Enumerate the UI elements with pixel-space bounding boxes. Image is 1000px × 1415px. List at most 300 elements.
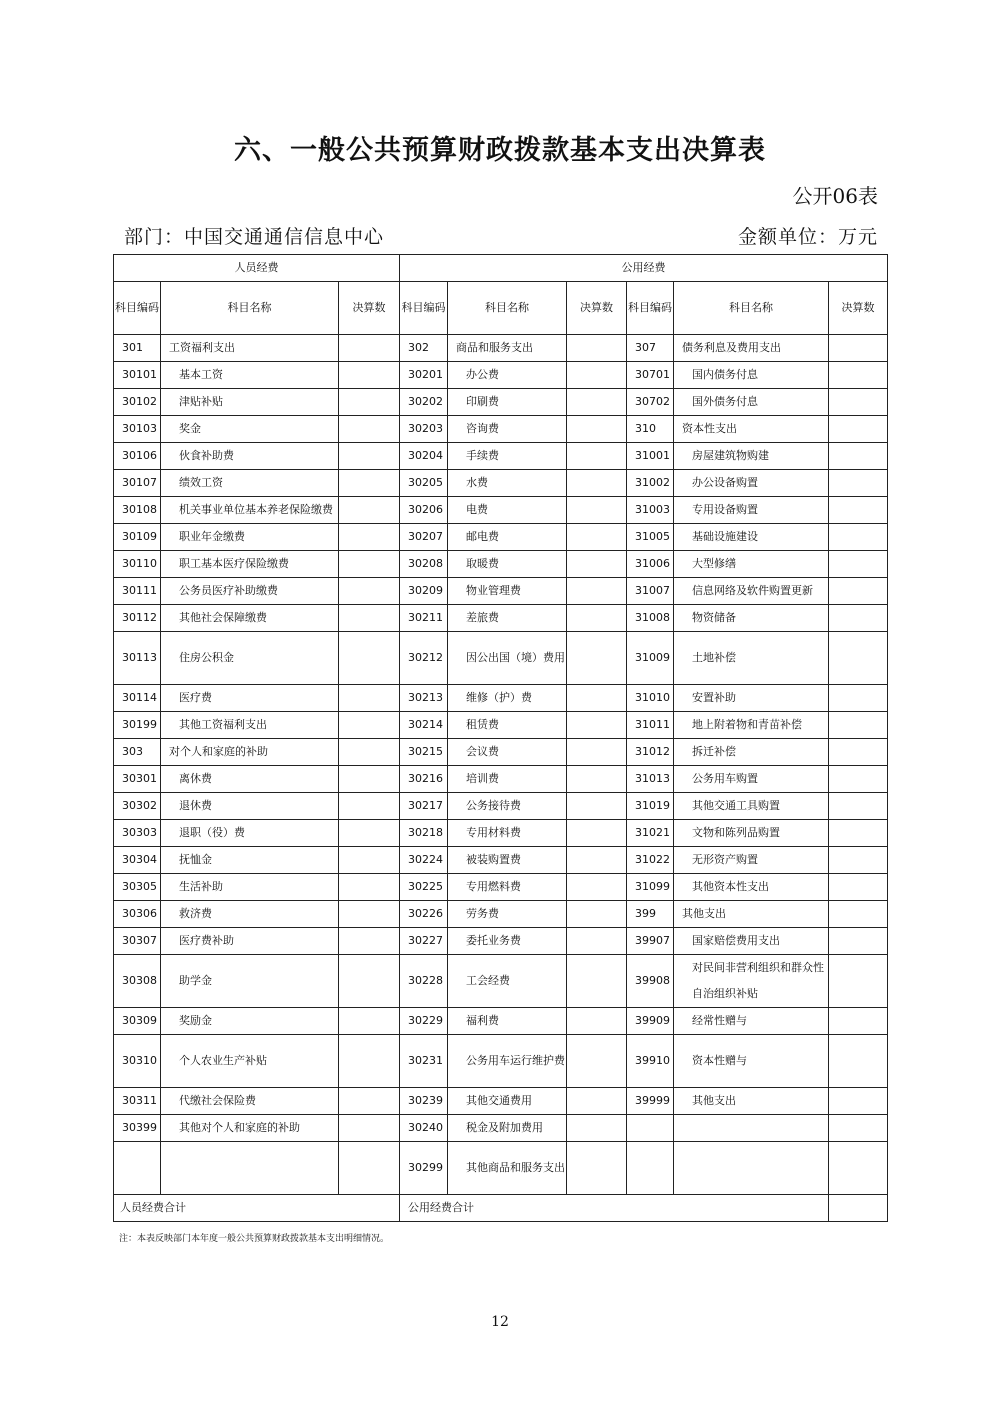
- code-cell: [627, 1142, 674, 1195]
- code-cell: 30206: [400, 497, 448, 524]
- amount-header: 决算数: [829, 282, 888, 335]
- amount-cell: [339, 874, 400, 901]
- code-cell: 30305: [114, 874, 161, 901]
- code-cell: 31007: [627, 578, 674, 605]
- code-cell: 30111: [114, 578, 161, 605]
- code-cell: 30310: [114, 1035, 161, 1088]
- name-cell: 奖励金: [161, 1008, 339, 1035]
- code-cell: 31009: [627, 632, 674, 685]
- table-row: [114, 389, 888, 416]
- code-cell: 30218: [400, 820, 448, 847]
- table-row: [114, 578, 888, 605]
- name-cell: 工资福利支出: [161, 335, 339, 362]
- name-cell: 咨询费: [448, 416, 567, 443]
- amount-cell: [339, 928, 400, 955]
- name-cell: 公务用车购置: [674, 766, 829, 793]
- table-row: [114, 1088, 888, 1115]
- code-cell: 39909: [627, 1008, 674, 1035]
- table-row: [114, 443, 888, 470]
- amount-cell: [339, 739, 400, 766]
- name-cell: 基本工资: [161, 362, 339, 389]
- code-cell: 39907: [627, 928, 674, 955]
- table-row: [114, 793, 888, 820]
- name-cell: 救济费: [161, 901, 339, 928]
- amount-cell: [567, 443, 627, 470]
- name-cell: 其他支出: [674, 1088, 829, 1115]
- amount-cell: [829, 524, 888, 551]
- amount-cell: [567, 470, 627, 497]
- name-cell: 代缴社会保险费: [161, 1088, 339, 1115]
- amount-cell: [567, 901, 627, 928]
- amount-cell: [567, 389, 627, 416]
- code-cell: 31001: [627, 443, 674, 470]
- name-cell: 差旅费: [448, 605, 567, 632]
- amount-cell: [339, 578, 400, 605]
- table-row: [114, 1008, 888, 1035]
- name-cell: 经常性赠与: [674, 1008, 829, 1035]
- code-cell: 31011: [627, 712, 674, 739]
- name-cell: 土地补偿: [674, 632, 829, 685]
- code-cell: 30213: [400, 685, 448, 712]
- amount-cell: [339, 1142, 400, 1195]
- table-row: [114, 874, 888, 901]
- code-cell: 39910: [627, 1035, 674, 1088]
- name-cell: 其他社会保障缴费: [161, 605, 339, 632]
- code-cell: 31022: [627, 847, 674, 874]
- amount-cell: [339, 497, 400, 524]
- amount-cell: [339, 1035, 400, 1088]
- name-cell: 大型修缮: [674, 551, 829, 578]
- name-cell: 电费: [448, 497, 567, 524]
- table-row: [114, 739, 888, 766]
- table-row: [114, 820, 888, 847]
- amount-cell: [829, 551, 888, 578]
- code-cell: 39999: [627, 1088, 674, 1115]
- name-cell: 其他资本性支出: [674, 874, 829, 901]
- code-cell: 30225: [400, 874, 448, 901]
- name-cell: 其他对个人和家庭的补助: [161, 1115, 339, 1142]
- amount-cell: [829, 632, 888, 685]
- code-header: 科目编码: [627, 282, 674, 335]
- code-cell: 31008: [627, 605, 674, 632]
- code-cell: 31002: [627, 470, 674, 497]
- code-cell: 30201: [400, 362, 448, 389]
- amount-cell: [567, 1088, 627, 1115]
- table-row: [114, 847, 888, 874]
- name-cell: 委托业务费: [448, 928, 567, 955]
- code-cell: 30217: [400, 793, 448, 820]
- table-row: [114, 1115, 888, 1142]
- code-cell: 30106: [114, 443, 161, 470]
- table-row: [114, 362, 888, 389]
- unit-label: 金额单位：万元: [737, 226, 878, 248]
- table-row: [114, 632, 888, 685]
- amount-cell: [829, 470, 888, 497]
- name-cell: 被装购置费: [448, 847, 567, 874]
- code-cell: 30702: [627, 389, 674, 416]
- amount-cell: [829, 874, 888, 901]
- code-cell: 303: [114, 739, 161, 766]
- page-title: 六、一般公共预算财政拨款基本支出决算表: [234, 135, 766, 166]
- name-cell: 抚恤金: [161, 847, 339, 874]
- name-cell: 因公出国（境）费用: [448, 632, 567, 685]
- name-cell: 国家赔偿费用支出: [674, 928, 829, 955]
- amount-cell: [829, 605, 888, 632]
- code-cell: 31013: [627, 766, 674, 793]
- amount-cell: [339, 362, 400, 389]
- name-cell: 资本性赠与: [674, 1035, 829, 1088]
- name-cell: 培训费: [448, 766, 567, 793]
- amount-cell: [567, 1008, 627, 1035]
- name-cell: 其他交通费用: [448, 1088, 567, 1115]
- table-row: [114, 470, 888, 497]
- public-header: 公用经费: [400, 255, 888, 282]
- name-cell: 助学金: [161, 955, 339, 1008]
- amount-cell: [829, 362, 888, 389]
- name-cell: 伙食补助费: [161, 443, 339, 470]
- amount-cell: [567, 685, 627, 712]
- amount-cell: [339, 1115, 400, 1142]
- amount-cell: [829, 1088, 888, 1115]
- name-cell: 会议费: [448, 739, 567, 766]
- table-row: [114, 955, 888, 1008]
- table-row: [114, 416, 888, 443]
- name-cell: 手续费: [448, 443, 567, 470]
- amount-cell: [339, 820, 400, 847]
- name-cell: 公务用车运行维护费: [448, 1035, 567, 1088]
- code-cell: 30307: [114, 928, 161, 955]
- table-note: 注：本表反映部门本年度一般公共预算财政拨款基本支出明细情况。: [119, 1234, 390, 1244]
- code-cell: 30228: [400, 955, 448, 1008]
- amount-cell: [339, 712, 400, 739]
- code-cell: 30229: [400, 1008, 448, 1035]
- amount-cell: [339, 766, 400, 793]
- amount-cell: [567, 605, 627, 632]
- amount-cell: [339, 632, 400, 685]
- table-row: [114, 1142, 888, 1195]
- code-header: 科目编码: [114, 282, 161, 335]
- name-cell: 取暖费: [448, 551, 567, 578]
- code-header: 科目编码: [400, 282, 448, 335]
- personnel-total-label: 人员经费合计: [114, 1195, 400, 1222]
- name-cell: 拆迁补偿: [674, 739, 829, 766]
- code-cell: 30215: [400, 739, 448, 766]
- name-cell: 专用材料费: [448, 820, 567, 847]
- amount-cell: [829, 389, 888, 416]
- amount-cell: [567, 793, 627, 820]
- amount-cell: [829, 443, 888, 470]
- header-row-group: [114, 255, 888, 282]
- amount-cell: [339, 470, 400, 497]
- code-cell: 30202: [400, 389, 448, 416]
- public-total-label: 公用经费合计: [400, 1195, 829, 1222]
- name-cell: 公务接待费: [448, 793, 567, 820]
- name-cell: 其他交通工具购置: [674, 793, 829, 820]
- amount-cell: [567, 416, 627, 443]
- table-row: [114, 712, 888, 739]
- table-row: [114, 524, 888, 551]
- amount-cell: [339, 389, 400, 416]
- name-cell: 资本性支出: [674, 416, 829, 443]
- table-row: [114, 605, 888, 632]
- code-cell: 30203: [400, 416, 448, 443]
- code-cell: 30205: [400, 470, 448, 497]
- code-cell: 30303: [114, 820, 161, 847]
- personnel-header: 人员经费: [114, 255, 400, 282]
- amount-cell: [339, 335, 400, 362]
- name-cell: 工会经费: [448, 955, 567, 1008]
- name-cell: 基础设施建设: [674, 524, 829, 551]
- amount-cell: [339, 847, 400, 874]
- amount-cell: [567, 578, 627, 605]
- code-cell: 30109: [114, 524, 161, 551]
- name-cell: 租赁费: [448, 712, 567, 739]
- name-cell: 劳务费: [448, 901, 567, 928]
- code-cell: [114, 1142, 161, 1195]
- name-cell: 职工基本医疗保险缴费: [161, 551, 339, 578]
- code-cell: 30107: [114, 470, 161, 497]
- name-cell: 津贴补贴: [161, 389, 339, 416]
- amount-cell: [567, 874, 627, 901]
- amount-cell: [339, 1088, 400, 1115]
- table-row: [114, 335, 888, 362]
- name-header: 科目名称: [674, 282, 829, 335]
- amount-cell: [829, 1008, 888, 1035]
- code-cell: 30239: [400, 1088, 448, 1115]
- name-cell: 文物和陈列品购置: [674, 820, 829, 847]
- code-cell: 30208: [400, 551, 448, 578]
- code-cell: 31012: [627, 739, 674, 766]
- amount-cell: [829, 1035, 888, 1088]
- code-cell: 30199: [114, 712, 161, 739]
- code-cell: 31010: [627, 685, 674, 712]
- code-cell: 302: [400, 335, 448, 362]
- code-cell: 30309: [114, 1008, 161, 1035]
- name-cell: 绩效工资: [161, 470, 339, 497]
- code-cell: 30304: [114, 847, 161, 874]
- amount-cell: [567, 1142, 627, 1195]
- amount-cell: [567, 335, 627, 362]
- code-cell: 31021: [627, 820, 674, 847]
- amount-cell: [567, 632, 627, 685]
- table-row: [114, 928, 888, 955]
- code-cell: 30113: [114, 632, 161, 685]
- name-cell: 职业年金缴费: [161, 524, 339, 551]
- name-cell: 住房公积金: [161, 632, 339, 685]
- amount-cell: [829, 497, 888, 524]
- name-header: 科目名称: [161, 282, 339, 335]
- amount-cell: [567, 955, 627, 1008]
- code-cell: 30299: [400, 1142, 448, 1195]
- code-cell: 30110: [114, 551, 161, 578]
- name-cell: 对个人和家庭的补助: [161, 739, 339, 766]
- name-cell: 专用燃料费: [448, 874, 567, 901]
- name-cell: 安置补助: [674, 685, 829, 712]
- code-cell: 307: [627, 335, 674, 362]
- code-cell: 30101: [114, 362, 161, 389]
- name-cell: 办公设备购置: [674, 470, 829, 497]
- name-cell: [161, 1142, 339, 1195]
- amount-cell: [339, 605, 400, 632]
- amount-cell: [339, 793, 400, 820]
- name-cell: 债务利息及费用支出: [674, 335, 829, 362]
- table-row: [114, 1035, 888, 1088]
- department-label: 部门：中国交通通信信息中心: [124, 226, 385, 248]
- code-cell: 30308: [114, 955, 161, 1008]
- amount-cell: [829, 847, 888, 874]
- amount-cell: [339, 685, 400, 712]
- code-cell: 30211: [400, 605, 448, 632]
- code-cell: 30302: [114, 793, 161, 820]
- amount-header: 决算数: [339, 282, 400, 335]
- code-cell: 30301: [114, 766, 161, 793]
- code-cell: 399: [627, 901, 674, 928]
- name-cell: 国内债务付息: [674, 362, 829, 389]
- amount-cell: [829, 578, 888, 605]
- table-row: [114, 901, 888, 928]
- name-cell: 邮电费: [448, 524, 567, 551]
- name-cell: 其他商品和服务支出: [448, 1142, 567, 1195]
- code-cell: 30212: [400, 632, 448, 685]
- amount-cell: [339, 1008, 400, 1035]
- code-cell: 30231: [400, 1035, 448, 1088]
- amount-cell: [829, 793, 888, 820]
- code-cell: 30306: [114, 901, 161, 928]
- code-cell: 30216: [400, 766, 448, 793]
- expenditure-table: [113, 254, 888, 1222]
- code-cell: 30227: [400, 928, 448, 955]
- code-cell: 31003: [627, 497, 674, 524]
- name-cell: 退职（役）费: [161, 820, 339, 847]
- name-cell: 医疗费补助: [161, 928, 339, 955]
- amount-cell: [567, 524, 627, 551]
- table-row: [114, 766, 888, 793]
- name-cell: 信息网络及软件购置更新: [674, 578, 829, 605]
- amount-cell: [567, 1115, 627, 1142]
- amount-cell: [339, 524, 400, 551]
- totals-row: [114, 1195, 888, 1222]
- amount-cell: [829, 685, 888, 712]
- name-cell: 专用设备购置: [674, 497, 829, 524]
- public-total-amount: [829, 1195, 888, 1222]
- name-cell: 其他工资福利支出: [161, 712, 339, 739]
- amount-cell: [567, 1035, 627, 1088]
- amount-cell: [829, 820, 888, 847]
- name-cell: 福利费: [448, 1008, 567, 1035]
- code-cell: 30112: [114, 605, 161, 632]
- name-cell: 房屋建筑物购建: [674, 443, 829, 470]
- code-cell: 30209: [400, 578, 448, 605]
- name-cell: 地上附着物和青苗补偿: [674, 712, 829, 739]
- name-cell: 物资储备: [674, 605, 829, 632]
- code-cell: 301: [114, 335, 161, 362]
- code-cell: 30102: [114, 389, 161, 416]
- header-row-columns: [114, 282, 888, 335]
- amount-cell: [829, 1115, 888, 1142]
- code-cell: 30204: [400, 443, 448, 470]
- name-cell: 物业管理费: [448, 578, 567, 605]
- name-cell: 奖金: [161, 416, 339, 443]
- name-cell: 其他支出: [674, 901, 829, 928]
- code-cell: [627, 1115, 674, 1142]
- amount-cell: [567, 362, 627, 389]
- amount-cell: [567, 928, 627, 955]
- amount-cell: [829, 739, 888, 766]
- name-cell: 医疗费: [161, 685, 339, 712]
- name-cell: 对民间非营利组织和群众性自治组织补贴: [674, 955, 829, 1008]
- code-cell: 31019: [627, 793, 674, 820]
- code-cell: 31006: [627, 551, 674, 578]
- table-row: [114, 497, 888, 524]
- amount-cell: [829, 955, 888, 1008]
- table-number: 公开06表: [792, 184, 878, 208]
- name-cell: 税金及附加费用: [448, 1115, 567, 1142]
- code-cell: 30399: [114, 1115, 161, 1142]
- amount-cell: [829, 416, 888, 443]
- page-number: 12: [491, 1314, 509, 1330]
- code-cell: 30226: [400, 901, 448, 928]
- code-cell: 30114: [114, 685, 161, 712]
- amount-cell: [829, 928, 888, 955]
- amount-cell: [829, 901, 888, 928]
- amount-cell: [567, 820, 627, 847]
- code-cell: 310: [627, 416, 674, 443]
- amount-cell: [339, 416, 400, 443]
- code-cell: 30240: [400, 1115, 448, 1142]
- name-cell: 商品和服务支出: [448, 335, 567, 362]
- code-cell: 39908: [627, 955, 674, 1008]
- code-cell: 31005: [627, 524, 674, 551]
- name-cell: 水费: [448, 470, 567, 497]
- code-cell: 30103: [114, 416, 161, 443]
- code-cell: 30207: [400, 524, 448, 551]
- amount-cell: [567, 739, 627, 766]
- name-cell: 办公费: [448, 362, 567, 389]
- amount-header: 决算数: [567, 282, 627, 335]
- amount-cell: [339, 901, 400, 928]
- code-cell: 30214: [400, 712, 448, 739]
- name-cell: 国外债务付息: [674, 389, 829, 416]
- amount-cell: [567, 551, 627, 578]
- name-cell: 退休费: [161, 793, 339, 820]
- table-row: [114, 685, 888, 712]
- name-cell: 维修（护）费: [448, 685, 567, 712]
- amount-cell: [829, 712, 888, 739]
- code-cell: 30108: [114, 497, 161, 524]
- name-cell: 个人农业生产补贴: [161, 1035, 339, 1088]
- code-cell: 30224: [400, 847, 448, 874]
- amount-cell: [567, 712, 627, 739]
- amount-cell: [829, 1142, 888, 1195]
- code-cell: 31099: [627, 874, 674, 901]
- name-cell: 机关事业单位基本养老保险缴费: [161, 497, 339, 524]
- table-row: [114, 551, 888, 578]
- amount-cell: [339, 443, 400, 470]
- amount-cell: [339, 955, 400, 1008]
- amount-cell: [567, 847, 627, 874]
- name-cell: 公务员医疗补助缴费: [161, 578, 339, 605]
- name-cell: [674, 1115, 829, 1142]
- amount-cell: [829, 766, 888, 793]
- name-cell: 离休费: [161, 766, 339, 793]
- name-cell: 生活补助: [161, 874, 339, 901]
- amount-cell: [567, 766, 627, 793]
- amount-cell: [567, 497, 627, 524]
- name-cell: [674, 1142, 829, 1195]
- name-header: 科目名称: [448, 282, 567, 335]
- name-cell: 印刷费: [448, 389, 567, 416]
- code-cell: 30311: [114, 1088, 161, 1115]
